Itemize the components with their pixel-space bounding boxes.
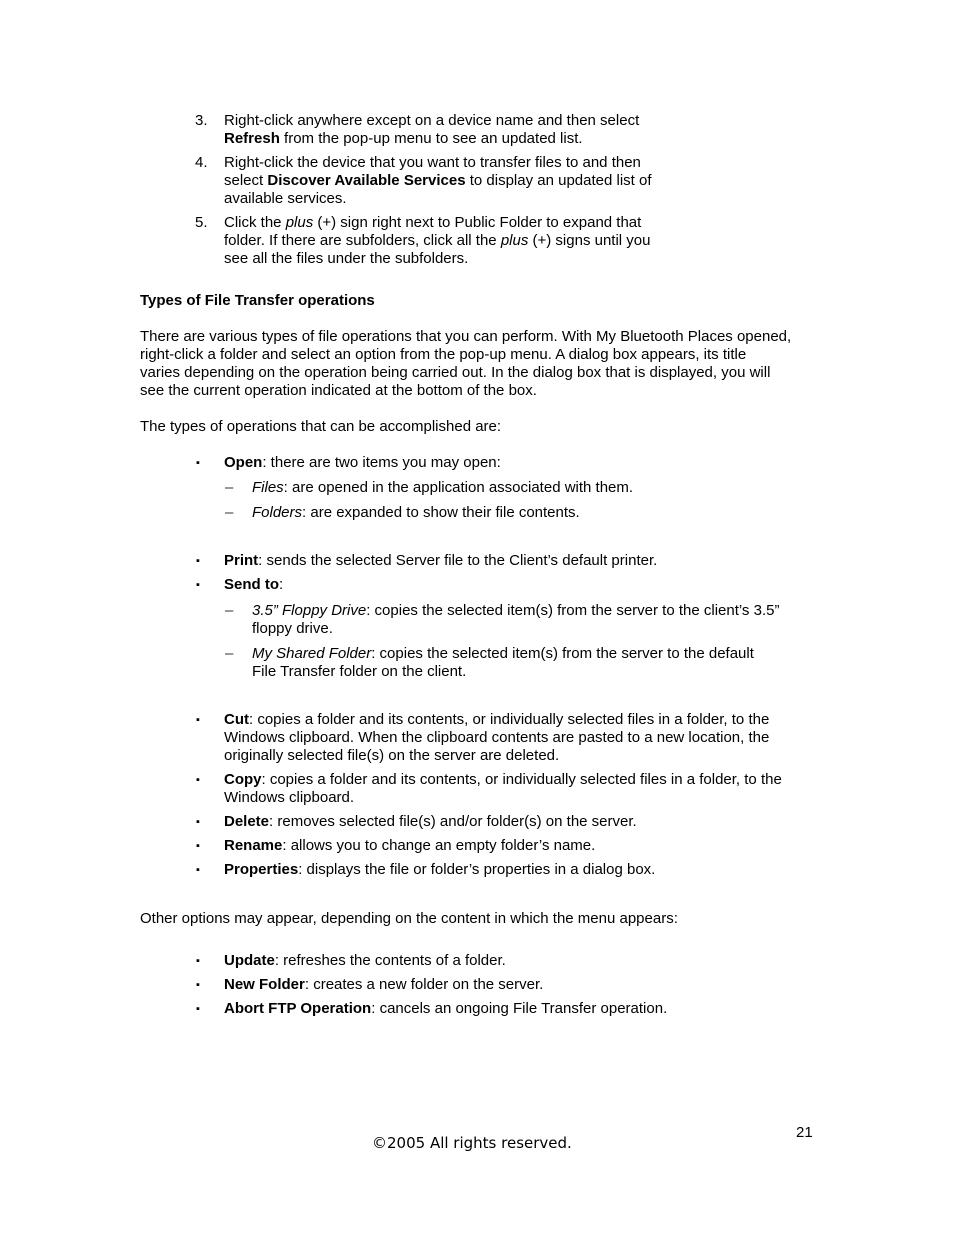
cut-term: Cut: [224, 711, 249, 728]
open-term: Open: [224, 454, 263, 471]
intro-line-2: right-click a folder and select an option from the pop-up menu. A dialog box appears, its title: [140, 346, 747, 363]
step-5-italic-1: plus: [285, 214, 314, 231]
properties-desc: : displays the file or folder’s properties in a dialog box.: [298, 861, 656, 878]
item-copy-line-2: Windows clipboard.: [224, 789, 355, 806]
step-5-text-a: Click the: [224, 214, 286, 231]
step-5-text-e: (+) signs until you: [528, 232, 651, 249]
item-shared-cont: File Transfer folder on the client.: [252, 663, 467, 680]
sendto-term: Send to: [224, 576, 279, 593]
floppy-term: 3.5” Floppy Drive: [252, 602, 367, 619]
shared-desc: : copies the selected item(s) from the server to the default: [371, 645, 754, 662]
bullet-abort: ▪: [196, 1003, 200, 1015]
step-4-number: 4.: [195, 154, 208, 171]
rename-desc: : allows you to change an empty folder’s name.: [282, 837, 596, 854]
item-files: [252, 479, 633, 497]
floppy-desc: : copies the selected item(s) from the server to the client’s 3.5”: [366, 602, 780, 619]
cut-desc: : copies a folder and its contents, or individually selected files in a folder, to the: [249, 711, 770, 728]
intro-line-1: There are various types of file operations that you can perform. With My Bluetooth Places opened,: [140, 328, 792, 345]
print-term: Print: [224, 552, 259, 569]
print-desc: : sends the selected Server file to the Client’s default printer.: [258, 552, 658, 569]
folders-desc: : are expanded to show their file contents.: [302, 504, 580, 521]
step-3-term: Refresh: [224, 130, 280, 147]
update-desc: : refreshes the contents of a folder.: [274, 952, 506, 969]
bullet-update: ▪: [196, 955, 200, 967]
item-cut-line-3: originally selected file(s) on the server are deleted.: [224, 747, 560, 764]
step-5-line-2: [224, 232, 650, 250]
bullet-copy: ▪: [196, 774, 200, 786]
other-intro: Other options may appear, depending on the content in which the menu appears:: [140, 910, 678, 927]
folders-term: Folders: [252, 504, 303, 521]
copyright-footer: ©2005 All rights reserved.: [372, 1134, 572, 1152]
step-3-line-1: Right-click anywhere except on a device name and then select: [224, 112, 640, 129]
item-update: [224, 952, 506, 970]
shared-term: My Shared Folder: [252, 645, 372, 662]
open-desc: : there are two items you may open:: [262, 454, 501, 471]
item-rename: [224, 837, 595, 855]
abort-term: Abort FTP Operation: [224, 1000, 372, 1017]
item-newfolder: [224, 976, 543, 994]
bullet-print: ▪: [196, 555, 200, 567]
item-cut-line-2: Windows clipboard. When the clipboard contents are pasted to a new location, the: [224, 729, 770, 746]
files-desc: : are opened in the application associated with them.: [283, 479, 634, 496]
item-floppy-cont: floppy drive.: [252, 620, 333, 637]
step-3-number: 3.: [195, 112, 208, 129]
delete-term: Delete: [224, 813, 270, 830]
section-heading: Types of File Transfer operations: [140, 292, 375, 309]
bullet-newfolder: ▪: [196, 979, 200, 991]
newfolder-desc: : creates a new folder on the server.: [304, 976, 544, 993]
step-4-term: Discover Available Services: [267, 172, 466, 189]
page-number: 21: [796, 1124, 813, 1141]
item-shared: [252, 645, 754, 663]
item-floppy: [252, 602, 779, 620]
step-5-text-c: (+) sign right next to Public Folder to expand that: [313, 214, 642, 231]
step-4-text-a: select: [224, 172, 268, 189]
item-properties: [224, 861, 655, 879]
bullet-properties: ▪: [196, 864, 200, 876]
rename-term: Rename: [224, 837, 283, 854]
bullet-open: ▪: [196, 457, 200, 469]
delete-desc: : removes selected file(s) and/or folder(s) on the server.: [269, 813, 637, 830]
item-cut: [224, 711, 769, 729]
step-4-line-2: [224, 172, 652, 190]
bullet-delete: ▪: [196, 816, 200, 828]
step-4-line-3: available services.: [224, 190, 347, 207]
dash-folders: –: [225, 504, 234, 521]
types-intro: The types of operations that can be accomplished are:: [140, 418, 502, 435]
step-5-number: 5.: [195, 214, 208, 231]
files-term: Files: [252, 479, 284, 496]
intro-line-4: see the current operation indicated at the bottom of the box.: [140, 382, 537, 399]
item-sendto: [224, 576, 283, 594]
dash-shared: –: [225, 645, 234, 662]
update-term: Update: [224, 952, 275, 969]
item-folders: [252, 504, 580, 522]
intro-line-3: varies depending on the operation being carried out. In the dialog box that is displayed, you will: [140, 364, 771, 381]
step-5-text-d: folder. If there are subfolders, click all the: [224, 232, 501, 249]
dash-floppy: –: [225, 602, 234, 619]
bullet-rename: ▪: [196, 840, 200, 852]
item-open: [224, 454, 501, 472]
step-3-line-2: [224, 130, 583, 148]
dash-files: –: [225, 479, 234, 496]
properties-term: Properties: [224, 861, 299, 878]
item-delete: [224, 813, 637, 831]
step-5-line-1: [224, 214, 641, 232]
step-5-line-3: see all the files under the subfolders.: [224, 250, 469, 267]
bullet-sendto: ▪: [196, 579, 200, 591]
step-5-italic-2: plus: [500, 232, 529, 249]
item-abort: [224, 1000, 667, 1018]
step-4-line-1: Right-click the device that you want to transfer files to and then: [224, 154, 641, 171]
item-copy: [224, 771, 782, 789]
abort-desc: : cancels an ongoing File Transfer operation.: [371, 1000, 668, 1017]
step-4-text-c: to display an updated list of: [465, 172, 652, 189]
step-3-text: from the pop-up menu to see an updated list.: [279, 130, 583, 147]
copy-desc: : copies a folder and its contents, or individually selected files in a folder, to the: [261, 771, 782, 788]
item-print: [224, 552, 657, 570]
bullet-cut: ▪: [196, 714, 200, 726]
sendto-desc: :: [279, 576, 284, 593]
newfolder-term: New Folder: [224, 976, 305, 993]
copy-term: Copy: [224, 771, 262, 788]
